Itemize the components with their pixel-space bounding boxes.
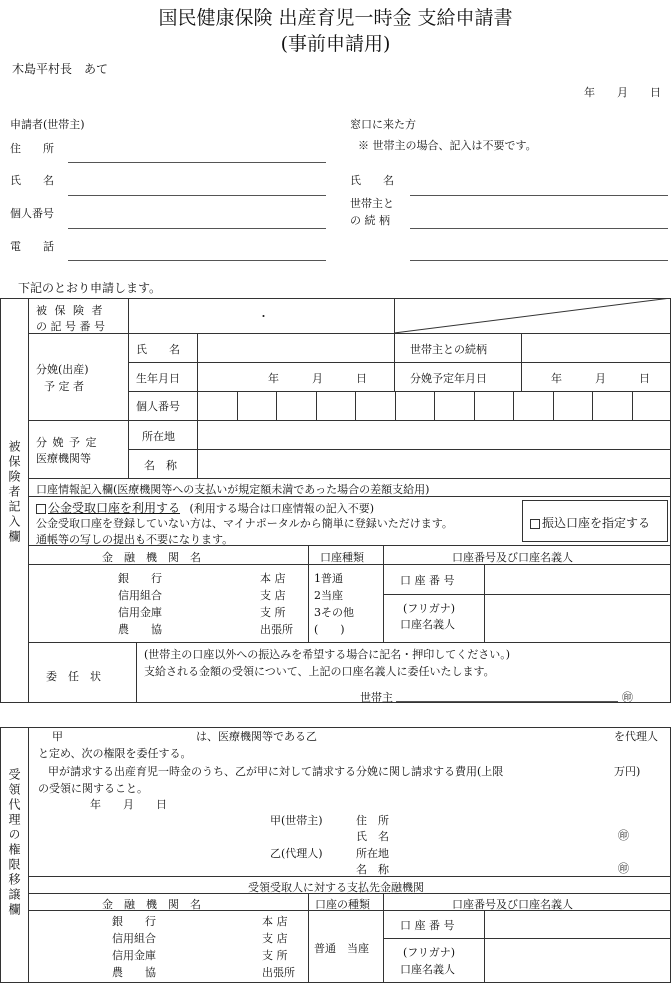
public-account-note: (利用する場合は口座情報の記入不要)	[189, 502, 375, 515]
list-item: 1普通	[314, 572, 343, 585]
proxy-bank-header: 金 融 機 関 名	[102, 898, 201, 911]
facility-name-field[interactable]	[198, 450, 670, 477]
insured-number-dot: ・	[258, 310, 269, 323]
applicant-phone-label: 電 話	[10, 240, 54, 253]
visitor-relation-field[interactable]	[410, 228, 668, 229]
list-item: 信用金庫	[112, 949, 156, 962]
proxy-b-location-label: 所在地	[356, 847, 389, 860]
proxy-a-label: 甲(世帯主)	[270, 814, 323, 827]
applicant-id-label: 個人番号	[10, 207, 54, 220]
form-subtitle: (事前申請用)	[280, 33, 391, 55]
digit-cell-divider	[316, 391, 317, 420]
insured-side-label: 被保険者記入欄	[7, 440, 21, 545]
proxy-b-seal: ㊞	[618, 862, 629, 875]
list-item: 支 所	[260, 606, 286, 619]
digit-cell-divider	[237, 391, 238, 420]
account-section-label: 口座情報記入欄(医療機関等への支払いが規定額未満であった場合の差額支給用)	[36, 483, 430, 496]
account-holder-label: 口座名義人	[400, 618, 455, 631]
visitor-name-label: 氏 名	[350, 174, 394, 187]
addressee: 木島平村長 あて	[12, 62, 109, 76]
proxy-line1-mid: は、医療機関等である乙	[196, 730, 317, 743]
delegation-label: 委 任 状	[46, 670, 101, 683]
account-holder-field[interactable]	[485, 595, 670, 641]
list-item: 支 店	[260, 589, 286, 602]
proxy-account-type-header: 口座の種類	[315, 898, 370, 911]
visitor-relation-label-2: の 続 柄	[350, 214, 390, 227]
proxy-account-holder-field[interactable]	[485, 939, 670, 982]
personal-number-label: 個人番号	[136, 400, 180, 413]
diagonal-strike	[394, 298, 671, 333]
digit-cell-divider	[434, 391, 435, 420]
proxy-account-holder-label: 口座名義人	[400, 963, 455, 976]
householder-signature-field[interactable]	[396, 701, 618, 702]
transfer-option-label: 振込口座を指定する	[542, 516, 651, 530]
applicant-name-field[interactable]	[68, 195, 326, 196]
delivery-name-label: 氏 名	[136, 343, 180, 356]
account-number-field[interactable]	[485, 565, 670, 593]
birthdate-field[interactable]: 年 月 日	[268, 372, 367, 385]
relation-field[interactable]	[522, 334, 670, 361]
proxy-account-number-field[interactable]	[485, 911, 670, 938]
furigana-label: (フリガナ)	[403, 602, 456, 615]
list-item: 出張所	[262, 966, 295, 979]
facility-location-label: 所在地	[142, 430, 175, 443]
visitor-extra-field[interactable]	[410, 260, 668, 261]
facility-label-2: 医療機関等	[36, 452, 91, 465]
proxy-line3: 甲が請求する出産育児一時金のうち、乙が甲に対して請求する分娩に関し請求する費用(上限	[48, 765, 504, 778]
facility-label-1: 分 娩 予 定	[36, 436, 98, 449]
list-item: ( )	[314, 623, 345, 636]
birthdate-label: 生年月日	[136, 372, 180, 385]
due-date-label: 分娩予定年月日	[410, 372, 487, 385]
facility-location-field[interactable]	[198, 421, 670, 448]
insured-number-label-1: 被 保 険 者	[36, 304, 105, 317]
intro-text: 下記のとおり申請します。	[18, 281, 162, 295]
list-item: 農 協	[112, 966, 156, 979]
public-account-checkbox[interactable]	[36, 504, 46, 514]
proxy-line2: と定め、次の権限を委任する。	[38, 747, 192, 760]
public-account-option[interactable]	[36, 499, 374, 516]
public-account-desc-1: 公金受取口座を登録していない方は、マイナポータルから簡単に登録いただけます。	[36, 517, 453, 530]
digit-cell-divider	[474, 391, 475, 420]
proxy-line4: の受領に関すること。	[38, 782, 148, 795]
proxy-account-types[interactable]: 普通 当座	[314, 942, 369, 955]
bank-header: 金 融 機 関 名	[102, 551, 201, 564]
account-number-header: 口座番号及び口座名義人	[452, 551, 573, 564]
applicant-section-label: 申請者(世帯主)	[10, 118, 85, 131]
list-item: 2当座	[314, 589, 343, 602]
account-number-label: 口 座 番 号	[400, 574, 455, 587]
list-item: 農 協	[118, 623, 162, 636]
proxy-side-label: 受領代理の権限移譲欄	[7, 768, 21, 918]
delivery-name-field[interactable]	[198, 334, 394, 361]
proxy-payee-header: 受領受取人に対する支払先金融機関	[248, 881, 424, 894]
householder-seal: ㊞	[622, 691, 633, 704]
list-item: 支 店	[262, 932, 288, 945]
proxy-line1-end: を代理人	[614, 730, 658, 743]
relation-label: 世帯主との続柄	[410, 343, 487, 356]
applicant-address-label: 住 所	[10, 142, 54, 155]
visitor-section-label: 窓口に来た方	[350, 118, 416, 131]
visitor-note: ※ 世帯主の場合、記入は不要です。	[358, 139, 537, 152]
delivery-person-label-1: 分娩(出産)	[36, 363, 89, 376]
proxy-a-seal: ㊞	[618, 829, 629, 842]
due-date-field[interactable]: 年 月 日	[551, 372, 650, 385]
transfer-option[interactable]	[530, 514, 650, 531]
proxy-account-number-header: 口座番号及び口座名義人	[452, 898, 573, 911]
list-item: 3その他	[314, 606, 354, 619]
transfer-checkbox[interactable]	[530, 519, 540, 529]
proxy-b-label: 乙(代理人)	[270, 847, 323, 860]
proxy-date[interactable]: 年 月 日	[90, 798, 167, 811]
digit-cell-divider	[513, 391, 514, 420]
applicant-id-field[interactable]	[68, 228, 326, 229]
list-item: 本 店	[260, 572, 286, 585]
list-item: 銀 行	[118, 572, 162, 585]
public-account-option-label: 公金受取口座を利用する	[48, 501, 181, 515]
digit-cell-divider	[395, 391, 396, 420]
list-item: 信用組合	[118, 589, 162, 602]
delivery-person-label-2: 予 定 者	[44, 380, 84, 393]
proxy-a-address-label: 住 所	[356, 814, 389, 827]
householder-label: 世帯主	[360, 691, 393, 704]
digit-cell-divider	[355, 391, 356, 420]
delegation-text-1: (世帯主の口座以外への振込みを希望する場合に記名・押印してください。)	[144, 648, 511, 661]
account-type-header: 口座種類	[320, 551, 364, 564]
visitor-relation-label-1: 世帯主と	[350, 197, 394, 210]
list-item: 信用金庫	[118, 606, 162, 619]
form-title: 国民健康保険 出産育児一時金 支給申請書	[158, 7, 513, 29]
facility-name-label: 名 称	[144, 459, 177, 472]
insured-number-field[interactable]	[128, 298, 394, 333]
list-item: 本 店	[262, 915, 288, 928]
list-item: 支 所	[262, 949, 288, 962]
proxy-account-number-label: 口 座 番 号	[400, 919, 455, 932]
digit-cell-divider	[553, 391, 554, 420]
applicant-name-label: 氏 名	[10, 174, 54, 187]
digit-cell-divider	[592, 391, 593, 420]
digit-cell-divider	[276, 391, 277, 420]
visitor-name-field[interactable]	[410, 195, 668, 196]
list-item: 信用組合	[112, 932, 156, 945]
proxy-a-name-label: 氏 名	[356, 830, 389, 843]
delegation-text-2: 支給される金額の受領について、上記の口座名義人に委任いたします。	[144, 665, 495, 678]
application-date[interactable]: 年 月 日	[584, 86, 661, 99]
digit-cell-divider	[632, 391, 633, 420]
proxy-furigana-label: (フリガナ)	[403, 946, 456, 959]
applicant-address-field[interactable]	[68, 162, 326, 163]
insured-number-label-2: の 記 号 番 号	[36, 320, 105, 333]
proxy-b-name-label: 名 称	[356, 863, 389, 876]
proxy-party-a: 甲	[52, 730, 63, 743]
proxy-line3-unit: 万円)	[614, 765, 641, 778]
public-account-desc-2: 通帳等の写しの提出も不要になります。	[36, 533, 234, 546]
applicant-phone-field[interactable]	[68, 260, 326, 261]
list-item: 銀 行	[112, 915, 156, 928]
list-item: 出張所	[260, 623, 293, 636]
